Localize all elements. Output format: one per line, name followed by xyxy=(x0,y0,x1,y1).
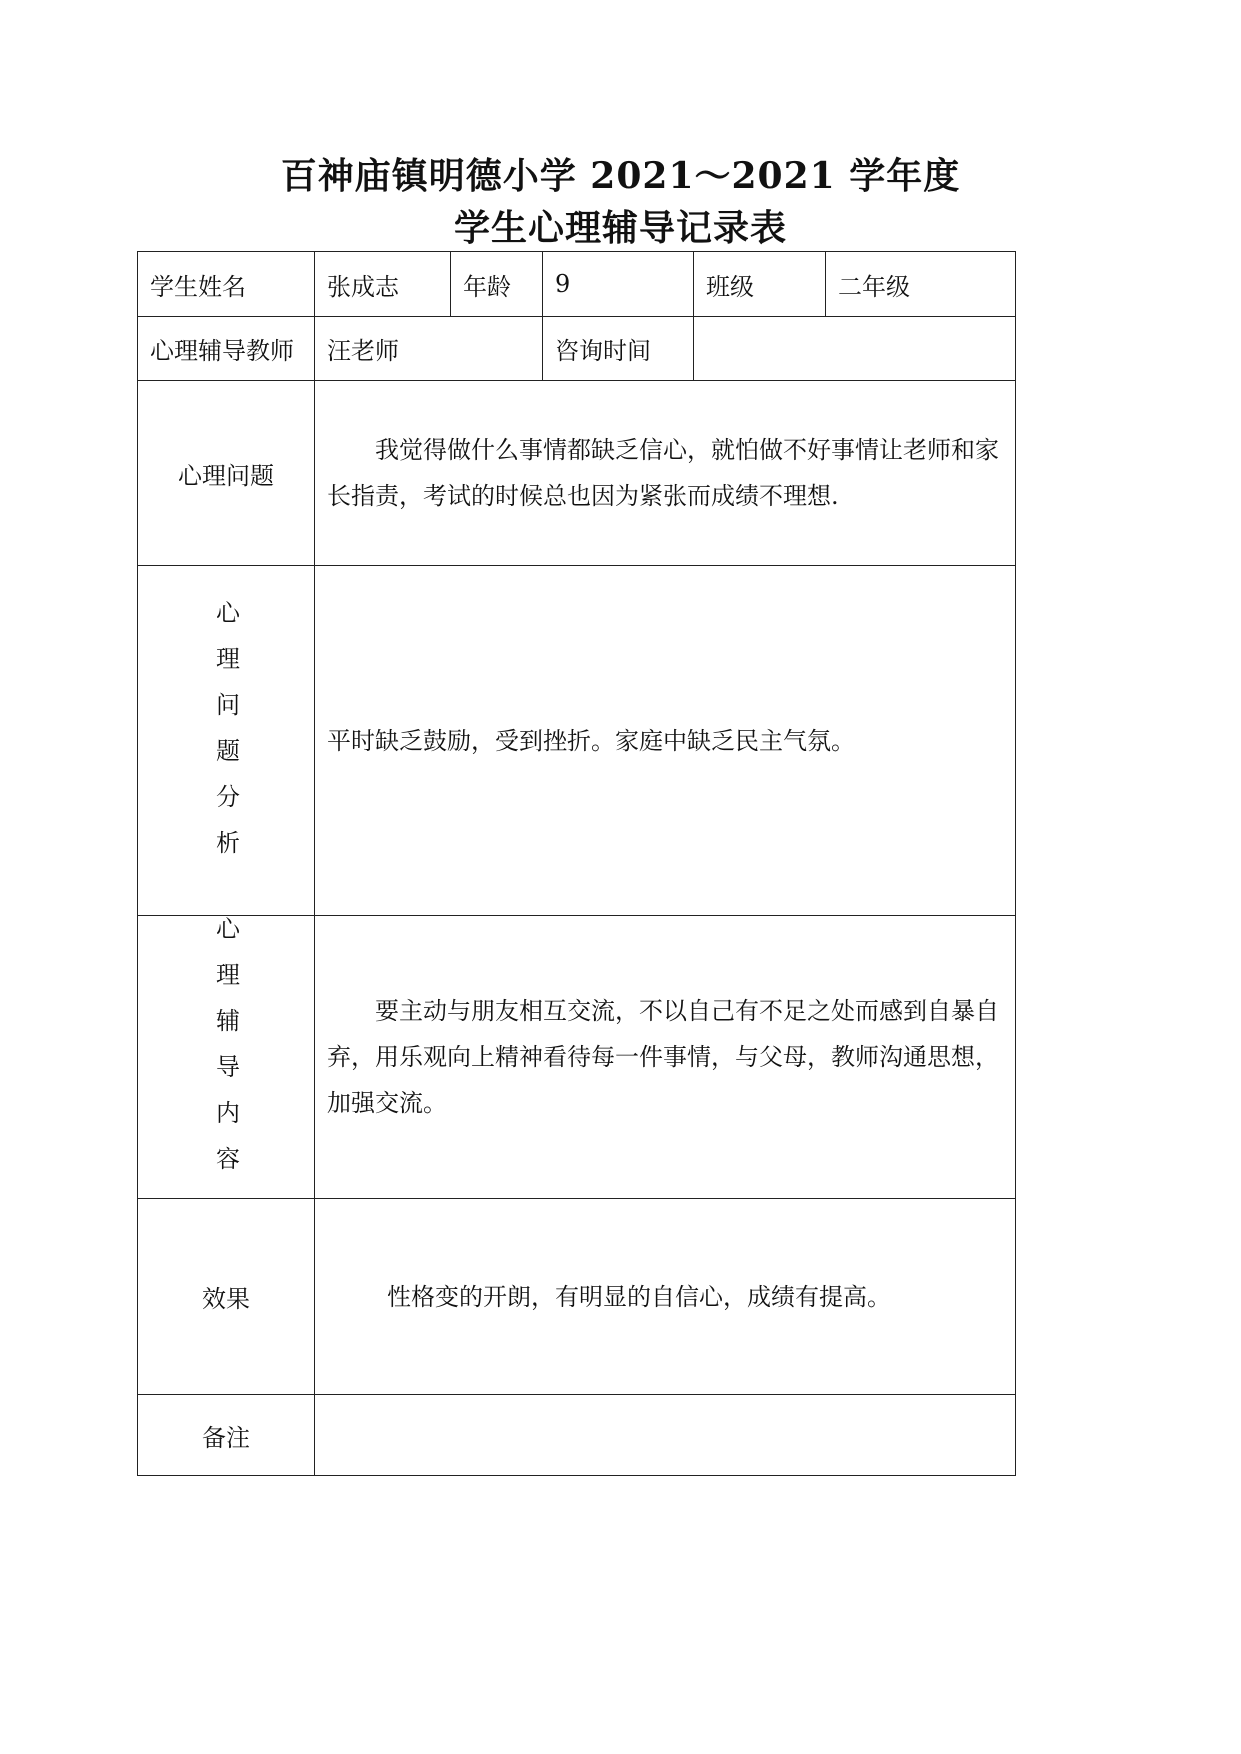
student-name-value: 张成志 xyxy=(315,252,451,317)
analysis-text: 平时缺乏鼓励，受到挫折。家庭中缺乏民主气氛。 xyxy=(327,726,855,755)
document-title: 百神庙镇明德小学 2021～2021 学年度 xyxy=(280,155,961,197)
content-cell xyxy=(315,916,1016,1199)
teacher-value: 汪老师 xyxy=(315,317,543,381)
table-row-teacher-info xyxy=(138,317,1016,381)
table-row-problem xyxy=(138,381,1016,566)
analysis-label-cell xyxy=(138,566,315,916)
content-label-cell xyxy=(138,916,315,1199)
content-label: 心理辅导内容 xyxy=(211,916,240,1192)
teacher-label: 心理辅导教师 xyxy=(138,317,315,381)
effect-cell xyxy=(315,1199,1016,1395)
effect-label: 效果 xyxy=(138,1199,315,1395)
analysis-label: 心理问题分析 xyxy=(211,599,240,876)
table-row-remark xyxy=(138,1395,1016,1476)
effect-text: 性格变的开朗，有明显的自信心，成绩有提高。 xyxy=(387,1282,891,1311)
student-name-label: 学生姓名 xyxy=(138,252,315,317)
table-row-analysis xyxy=(138,566,1016,916)
table-row-effect xyxy=(138,1199,1016,1395)
table-row-student-info xyxy=(138,252,1016,317)
analysis-cell xyxy=(315,566,1016,916)
age-value: 9 xyxy=(543,252,694,317)
counseling-record-table xyxy=(137,251,1016,1476)
consult-time-label: 咨询时间 xyxy=(543,317,694,381)
problem-cell xyxy=(315,381,1016,566)
remark-value xyxy=(315,1395,1016,1476)
consult-time-value xyxy=(694,317,1016,381)
age-label: 年龄 xyxy=(451,252,543,317)
problem-text: 我觉得做什么事情都缺乏信心，就怕做不好事情让老师和家长指责，考试的时候总也因为紧张而成绩不理想. xyxy=(327,436,999,510)
problem-label: 心理问题 xyxy=(138,381,315,566)
document-subtitle: 学生心理辅导记录表 xyxy=(453,207,787,249)
content-text: 要主动与朋友相互交流，不以自己有不足之处而感到自暴自弃，用乐观向上精神看待每一件事情，与父母，教师沟通思想，加强交流。 xyxy=(327,997,999,1117)
remark-label: 备注 xyxy=(138,1395,315,1476)
table-row-content xyxy=(138,916,1016,1199)
class-label: 班级 xyxy=(694,252,826,317)
class-value: 二年级 xyxy=(826,252,1016,317)
